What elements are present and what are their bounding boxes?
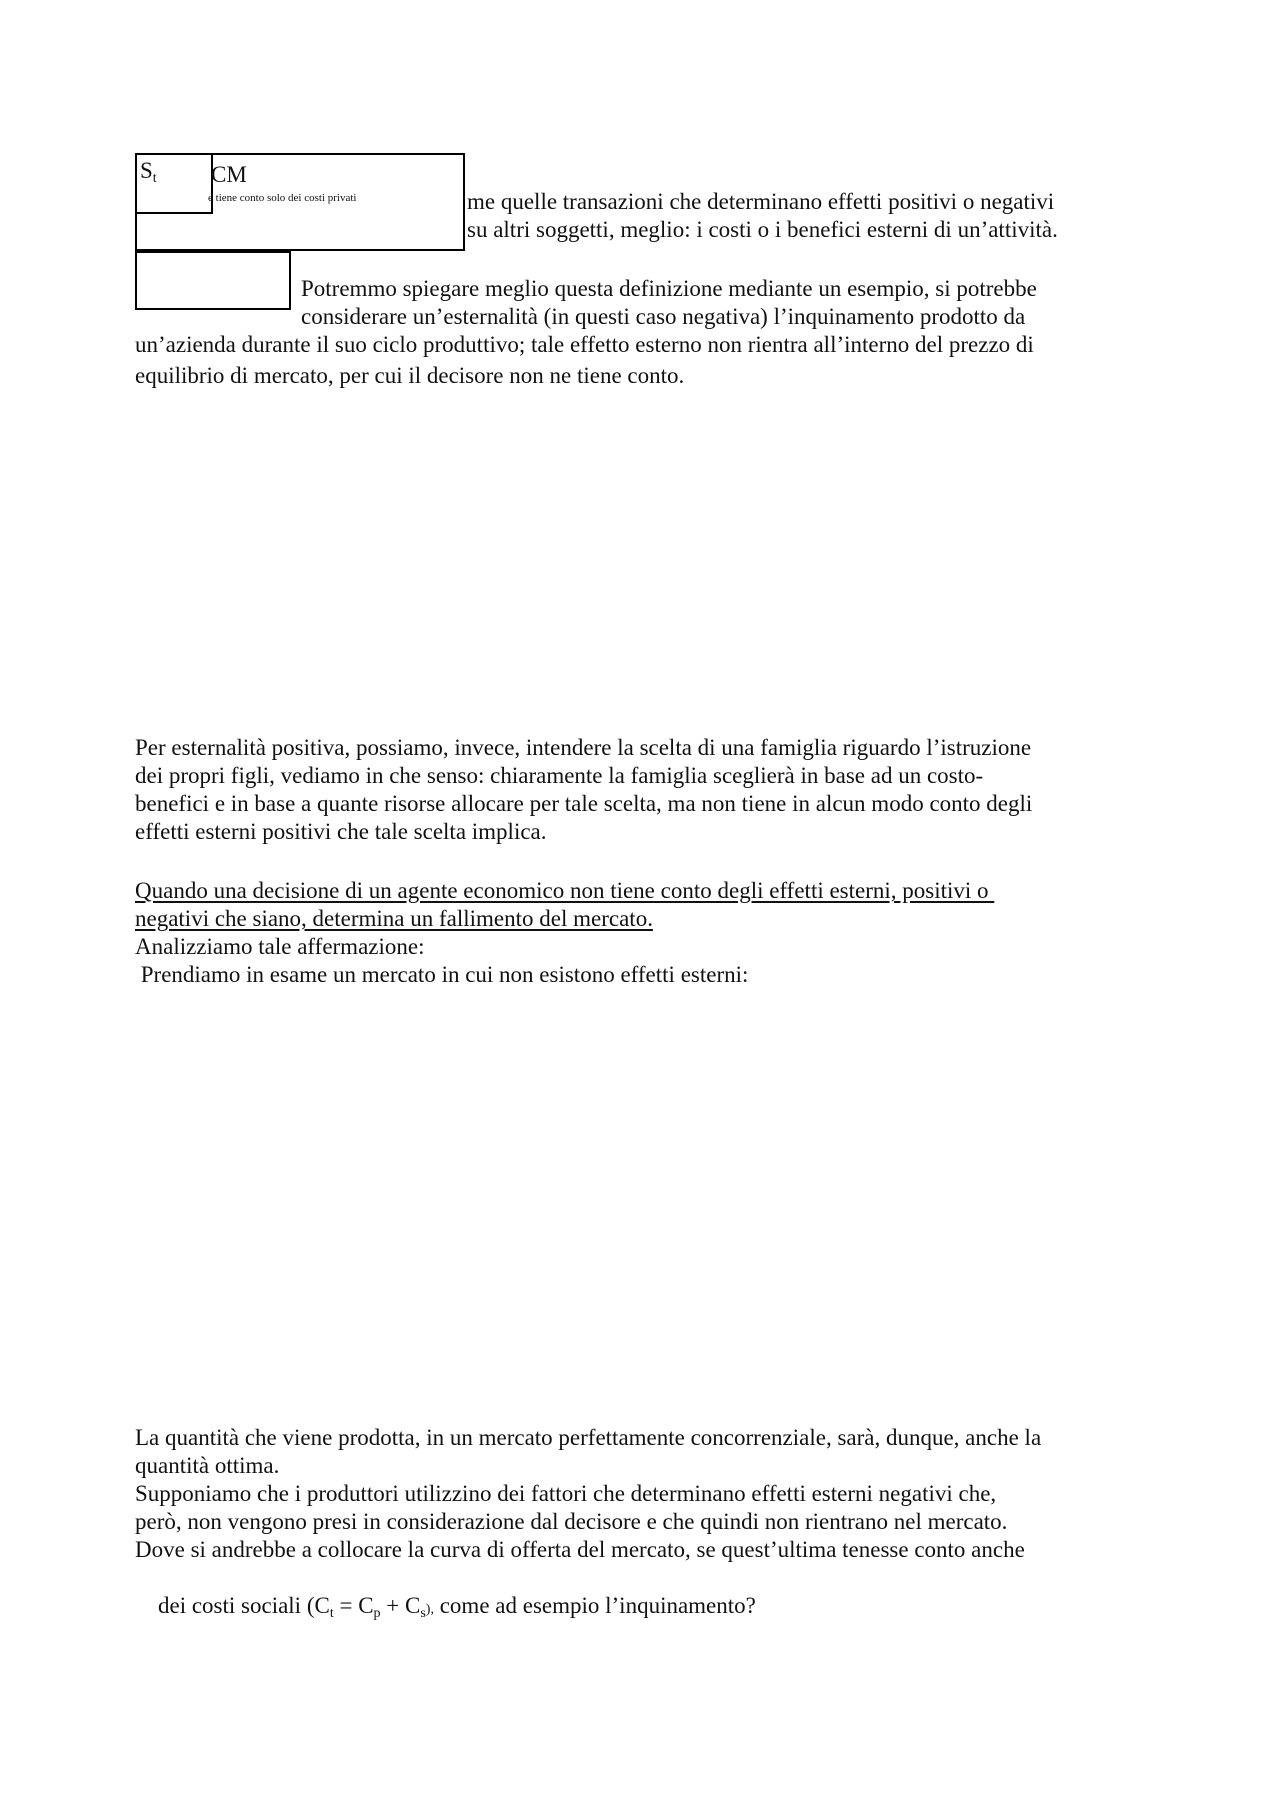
intro-line-1: me quelle transazioni che determinano effetti positivi o negativi [467,189,1055,214]
positive-line-4: effetti esterni positivi che tale scelta implica. [135,819,547,844]
example-line-1: Potremmo spiegare meglio questa definizione mediante un esempio, si potrebbe [301,276,1037,301]
positive-line-2: dei propri figli, vediamo in che senso: chiaramente la famiglia sceglierà in base ad un costo- [135,763,984,788]
example-line-2: considerare un’esternalità (in questi caso negativa) l’inquinamento prodotto da [301,304,1026,329]
positive-line-3: benefici e in base a quante risorse allocare per tale scelta, ma non tiene in alcun modo conto degli [135,791,1033,816]
analysis-line-2: Prendiamo in esame un mercato in cui non esistono effetti esterni: [135,962,749,987]
diagram-divider [135,212,213,214]
conclusion-line-3: Supponiamo che i produttori utilizzino dei fattori che determinano effetti esterni negativi che, [135,1481,997,1506]
conclusion-line-2: quantità ottima. [135,1453,280,1478]
intro-line-2: su altri soggetti, meglio: i costi o i benefici esterni di un’attività. [467,217,1058,242]
example-line-3: un’azienda durante il suo ciclo produttivo; tale effetto esterno non rientra all’interno del prezzo di [135,332,1034,357]
conclusion-line-6: dei costi sociali $(C_t = C_p + C_s)$, come ad esempio l’inquinamento? [158,1593,756,1621]
diagram-caption: e tiene conto solo dei costi privati [208,192,357,204]
conclusion-line-4: però, non vengono presi in considerazione dal decisore e che quindi non rientrano nel mercato. [135,1509,1008,1534]
failure-line-1: Quando una decisione di un agente economico non tiene conto degli effetti esterni, positivi o [135,878,995,903]
conclusion-line-5: Dove si andrebbe a collocare la curva di offerta del mercato, se quest’ultima tenesse conto anche [135,1537,1025,1562]
diagram-box-lower [135,251,291,310]
conclusion-line-1: La quantità che viene prodotta, in un mercato perfettamente concorrenziale, sarà, dunque, anche la [135,1425,1042,1450]
example-line-4: equilibrio di mercato, per cui il decisore non ne tiene conto. [135,363,685,388]
diagram-label-s: $S_t$ [140,158,157,186]
failure-line-2: negativi che siano, determina un fallimento del mercato. [135,906,653,931]
analysis-line-1: Analizziamo tale affermazione: [135,934,425,959]
diagram-label-cm: CM [211,162,247,187]
positive-line-1: Per esternalità positiva, possiamo, invece, intendere la scelta di una famiglia riguardo l’istruzione [135,735,1032,760]
